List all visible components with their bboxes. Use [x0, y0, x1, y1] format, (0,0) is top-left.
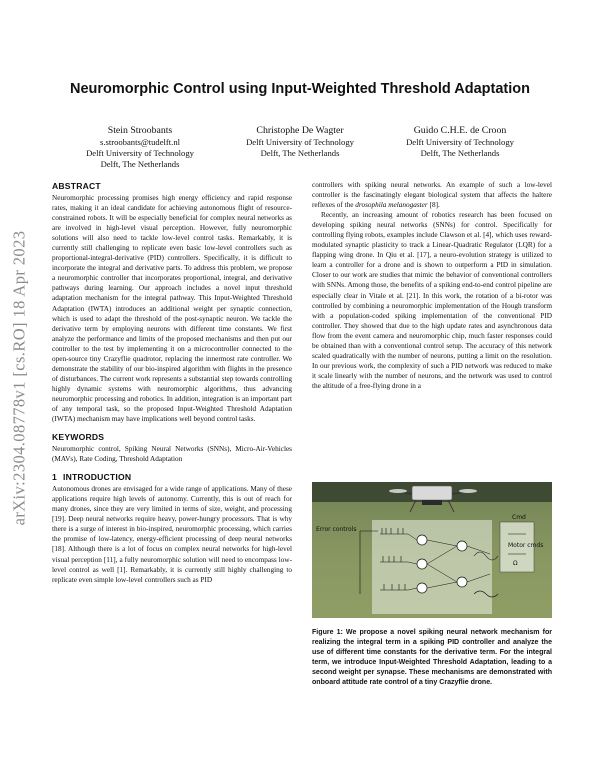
right-column: [312, 180, 552, 391]
author-affiliation: Delft University of Technology: [86, 148, 194, 159]
author-name: Guido C.H.E. de Croon: [413, 125, 507, 136]
arxiv-id-text: arXiv:2304.08778v1 [cs.RO] 18 Apr 2023: [9, 230, 29, 526]
intro-heading: [52, 471, 292, 483]
author-affiliation: Delft University of Technology: [246, 137, 354, 147]
figure-illustration: [312, 482, 552, 618]
motor-label: Motor cmds: [508, 542, 544, 549]
author-affiliation: Delft University of Technology: [406, 137, 514, 147]
author-1: [70, 124, 210, 171]
caption-text: We propose a novel spiking neural network mechanism for realizing the integral term in a spiking PID controller and analyze the use of different time constants for the derivative term. For the integral term, we introduce Input-Weighted Threshold Adaptation, leading to a second weight per synapse. These mechanisms are demonstrated with onboard attitude rate control of a tiny Crazyflie drone.: [312, 629, 552, 687]
author-location: Delft, The Netherlands: [260, 148, 340, 159]
section-number: 1: [52, 472, 57, 483]
rate-label: Ω: [513, 560, 518, 567]
caption-label: Figure 1:: [312, 629, 343, 636]
left-column: [52, 180, 292, 585]
author-3: [390, 124, 530, 159]
intro-paragraph-2: Recently, an increasing amount of robotics research has been focused on developing spiking neural networks (SNNs) for control. Specifically for controlling flying robots, examples include Clawson et al. [4], which uses reward-modulated synaptic plasticity to track a Linear-Quadratic Regulator (LQR) for a flapping wing drone. In Qiu et al. [17], a neuro-evolution strategy is utilized to learn a controller for a drone and is shown to outperform a PID in simulation. Closer to our work are studies that mimic the behavior of conventional controllers with SNNs. Among those, the benefits of a spiking end-to-end control pipeline are especially clear in Vitale et al. [21]. In this work, the rotation of a bi-rotor was controlled by combining a neuromorphic implementation of the Hough transform with a population-coded spiking implementation of the conventional PID controller. They showed that due to the high update rates and asynchronous data flow from the event camera and neuromorphic chip, much faster responses could be obtained than with a conventional control setup. The accuracy of this network scaled quadratically with the number of neurons, putting a limit on the resolution. In our previous work, the complexity of such a PID network was reduced to make it scale linearly with the number of neurons, and the network was used to control the altitude of a free-flying drone in a: [312, 211, 552, 390]
author-name: Christophe De Wagter: [256, 125, 344, 136]
author-2: [230, 124, 370, 159]
error-label: Error controls: [316, 526, 357, 533]
intro-paragraph-1-continued: controllers with spiking neural networks. An example of such a low-level controller is the fascinatingly elegant biological system that affects the haltere reflexes of the drosophila melanogaster [8].: [312, 181, 552, 210]
keywords-text: Neuromorphic control, Spiking Neural Networks (SNNs), Micro-Air-Vehicles (MAVs), Rate Coding, Threshold Adaptation: [52, 445, 292, 464]
arxiv-identifier: [6, 188, 32, 568]
paper-title: Neuromorphic Control using Input-Weighted Threshold Adaptation: [70, 81, 530, 97]
author-name: Stein Stroobants: [107, 125, 173, 136]
figure-1-image: [312, 482, 552, 618]
intro-paragraph-1: Autonomous drones are envisaged for a wide range of applications. Many of these applications require high levels of autonomy. Currently, this is out of reach for many drones, since they are very limited in terms of size, weight, and processing [19]. Deep neural networks require heavy, power-hungry processors. That is why there is a surge of interest in bio-inspired, neuromorphic processing, which carries the promise of low-latency, energy-efficient processing of deep neural networks [18]. Although there is a lot of focus on complex neural networks for high-level visual perception [11], a fully neuromorphic solution will need to encompass low-level control as well [1]. Remarkably, it is currently still highly challenging to replicate even simple low-level controllers such as PID: [52, 485, 292, 584]
figure-1-caption: [312, 628, 552, 689]
abstract-text: Neuromorphic processing promises high energy efficiency and rapid response rates, making it an ideal candidate for achieving autonomous flight of resource-constrained robots. It will be especially beneficial for complex neural networks as are involved in high-level visual perception. However, fully neuromorphic solutions will also need to tackle low-level control tasks. Remarkably, it is currently still challenging to replicate even basic low-level controllers such as proportional-integral-derivative (PID) controllers. Specifically, it is difficult to incorporate the integral and derivative parts. To address this problem, we propose a neuromorphic controller that incorporates proportional, integral, and derivative pathways during learning. Our approach includes a novel input threshold adaptation mechanism for the integral pathway. This Input-Weighted Threshold Adaptation (IWTA) introduces an additional weight per synaptic connection, which is used to adapt the threshold of the post-synaptic neuron. We tackle the derivative term by employing neurons with different time constants. We first analyze the performance and limits of the proposed mechanisms and then put our controller to the test by implementing it on a microcontroller connected to the open-source tiny Crazyflie quadrotor, replacing the innermost rate controller. We demonstrate the stability of our bio-inspired algorithm with flights in the presence of disturbances. The current work represents a substantial step towards controlling highly dynamic systems with neuromorphic algorithms, thus advancing neuromorphic processing and robotics. In addition, integration is an important part of any temporal task, so the proposed Input-Weighted Threshold Adaptation (IWTA) mechanism may have implications well beyond control tasks.: [52, 194, 292, 424]
author-location: Delft, The Netherlands: [100, 159, 180, 170]
keywords-heading: KEYWORDS: [52, 432, 105, 443]
section-title: INTRODUCTION: [62, 472, 132, 483]
author-location: Delft, The Netherlands: [420, 148, 500, 159]
cmd-label: Cmd: [512, 514, 526, 521]
abstract-heading: ABSTRACT: [52, 181, 101, 191]
species-name: drosophila melanogaster: [355, 201, 428, 210]
author-email[interactable]: s.stroobants@tudelft.nl: [100, 137, 180, 147]
